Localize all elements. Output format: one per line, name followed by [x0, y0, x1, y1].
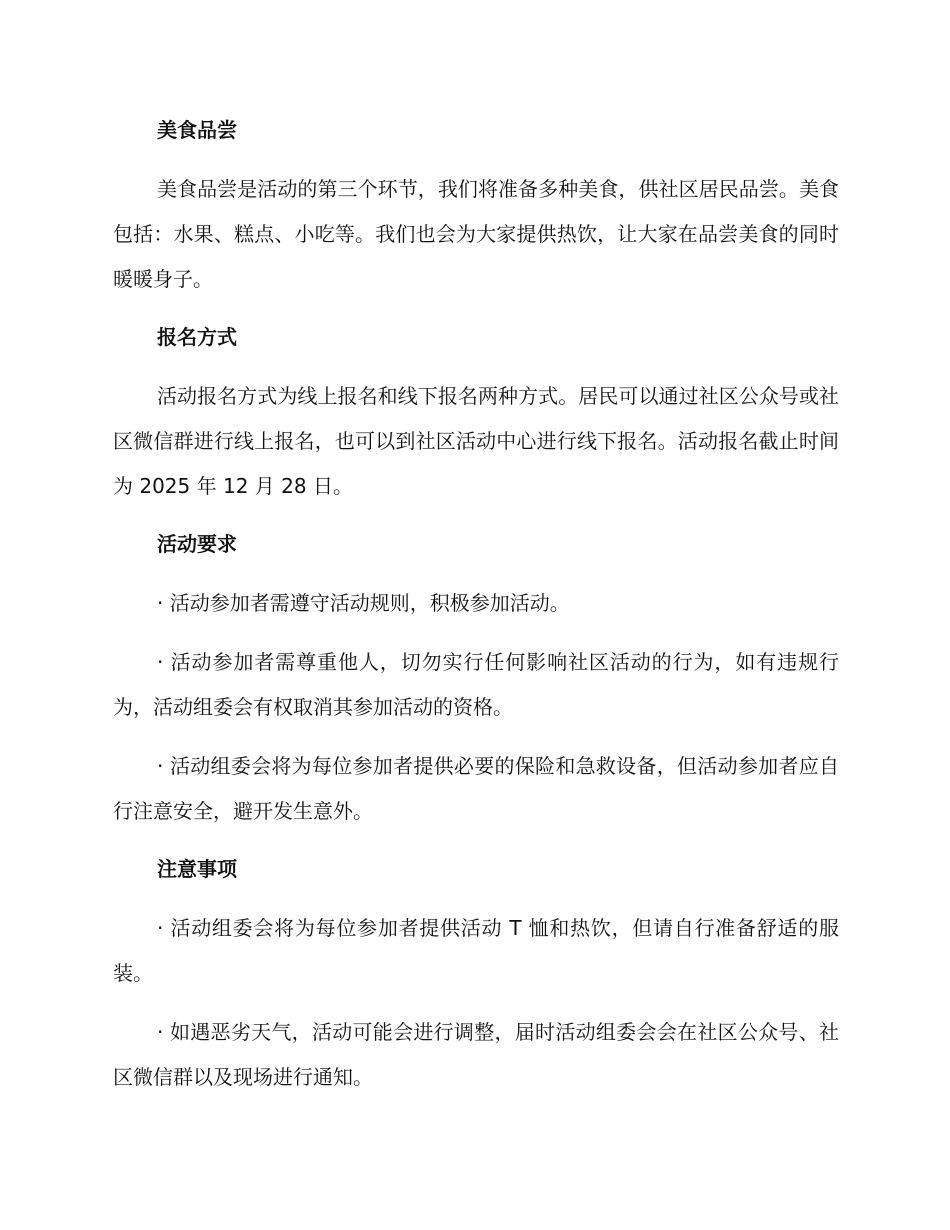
section-heading-food-tasting: 美食品尝	[157, 118, 237, 142]
section-heading-notes: 注意事项	[157, 857, 237, 881]
food-tasting-paragraph: 美食品尝是活动的第三个环节，我们将准备多种美食，供社区居民品尝。美食包括：水果、糕点、小吃等。我们也会为大家提供热饮，让大家在品尝美食的同时暖暖身子。	[113, 177, 839, 291]
note-item: · 如遇恶劣天气，活动可能会进行调整，届时活动组委会会在社区公众号、社区微信群以及现场进行通知。	[113, 1020, 839, 1089]
requirement-item: · 活动组委会将为每位参加者提供必要的保险和急救设备，但活动参加者应自行注意安全，避开发生意外。	[113, 754, 839, 823]
requirement-item: · 活动参加者需尊重他人，切勿实行任何影响社区活动的行为，如有违规行为，活动组委会有权取消其参加活动的资格。	[113, 650, 839, 719]
registration-paragraph: 活动报名方式为线上报名和线下报名两种方式。居民可以通过社区公众号或社区微信群进行线上报名，也可以到社区活动中心进行线下报名。活动报名截止时间为 2025 年 12 月 28 日。	[113, 384, 839, 498]
document-page	[113, 112, 839, 1117]
section-heading-registration: 报名方式	[157, 325, 237, 349]
requirement-item: · 活动参加者需遵守活动规则，积极参加活动。	[157, 591, 570, 615]
section-heading-requirements: 活动要求	[157, 532, 237, 556]
note-item: · 活动组委会将为每位参加者提供活动 T 恤和热饮，但请自行准备舒适的服装。	[113, 916, 839, 985]
